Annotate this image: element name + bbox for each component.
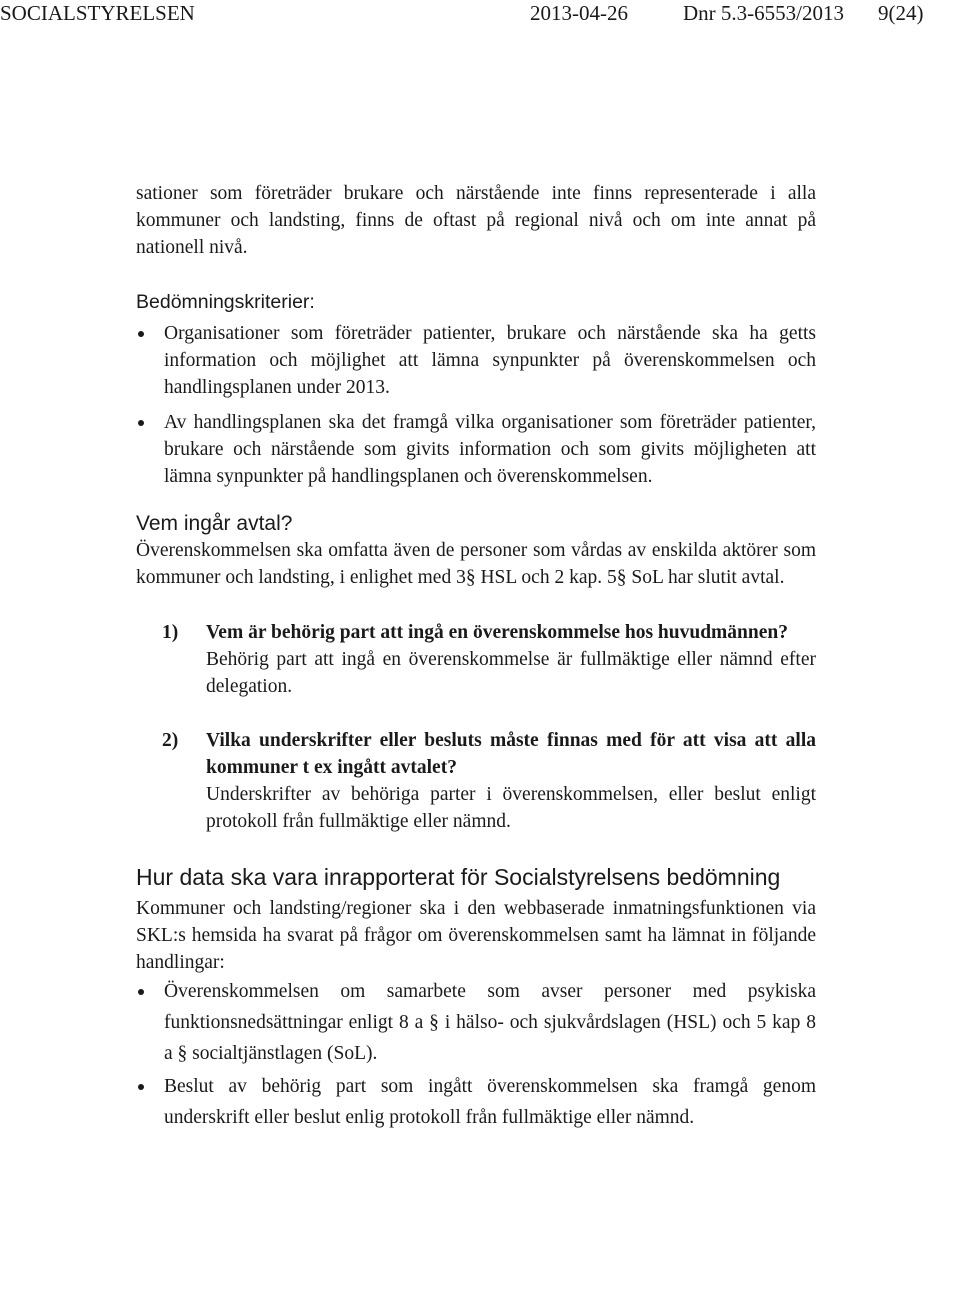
header-organization: SOCIALSTYRELSEN [0,1,195,25]
qa-question: Vilka underskrifter eller besluts måste finnas med för att visa att alla kommuner t ex ingått avtalet? [206,730,816,778]
bullet-icon [138,420,144,426]
criteria-item-text: Organisationer som företräder patienter, brukare och närstående ska ha getts information och möjlighet att lämna synpunkter på överenskommelsen och handlingsplanen under 2013. [164,323,816,398]
header-dnr: Dnr 5.3-6553/2013 [683,1,844,25]
report-item-text: Beslut av behörig part som ingått överenskommelsen ska framgå genom underskrift eller beslut enlig protokoll från fullmäktige eller nämnd. [164,1076,816,1128]
page-header [0,0,960,30]
criteria-title: Bedömningskriterier: [136,291,315,313]
bullet-icon [138,989,144,995]
intro-paragraph: sationer som företräder brukare och närstående inte finns representerade i alla kommuner och landsting, finns de oftast på regional nivå och om inte annat på nationell nivå. [136,183,816,258]
section-heading-who: Vem ingår avtal? [136,512,293,535]
qa-number: 2) [162,730,179,751]
bullet-icon [138,1084,144,1090]
qa-question: Vem är behörig part att ingå en överenskommelse hos huvudmännen? [206,622,788,643]
section-who-text: Överenskommelsen ska omfatta även de personer som vårdas av enskilda aktörer som kommuner och landsting, i enlighet med 3§ HSL och 2 kap. 5§ SoL har slutit avtal. [136,540,816,588]
bullet-icon [138,331,144,337]
qa-item [136,619,816,700]
qa-item [136,727,816,835]
criteria-item-text: Av handlingsplanen ska det framgå vilka organisationer som företräder patienter, brukare och närstående som givits information och som givits möjligheten att lämna synpunkter på handlingsplanen och överenskommelsen. [164,412,816,487]
report-item [136,976,816,1069]
criteria-item [136,409,816,490]
header-date: 2013-04-26 [530,1,628,25]
header-page-number: 9(24) [878,1,924,25]
report-list [136,976,816,1133]
qa-number: 1) [162,622,179,643]
report-item [136,1071,816,1133]
section-report-text: Kommuner och landsting/regioner ska i den webbaserade inmatningsfunktionen via SKL:s hemsida ha svarat på frågor om överenskommelsen samt ha lämnat in följande handlingar: [136,898,816,973]
qa-answer: Behörig part att ingå en överenskommelse är fullmäktige eller nämnd efter delegation. [206,649,816,697]
criteria-list [136,320,816,490]
document-body [136,180,816,1135]
qa-list [136,619,816,835]
report-item-text: Överenskommelsen om samarbete som avser personer med psykiska funktionsnedsättningar enligt 8 a § i hälso- och sjukvårdslagen (HSL) och 5 kap 8 a § socialtjänstlagen (SoL). [164,981,816,1064]
section-heading-report: Hur data ska vara inrapporterat för Socialstyrelsens bedömning [136,864,781,890]
criteria-item [136,320,816,401]
qa-answer: Underskrifter av behöriga parter i överenskommelsen, eller beslut enligt protokoll från fullmäktige eller nämnd. [206,784,816,832]
